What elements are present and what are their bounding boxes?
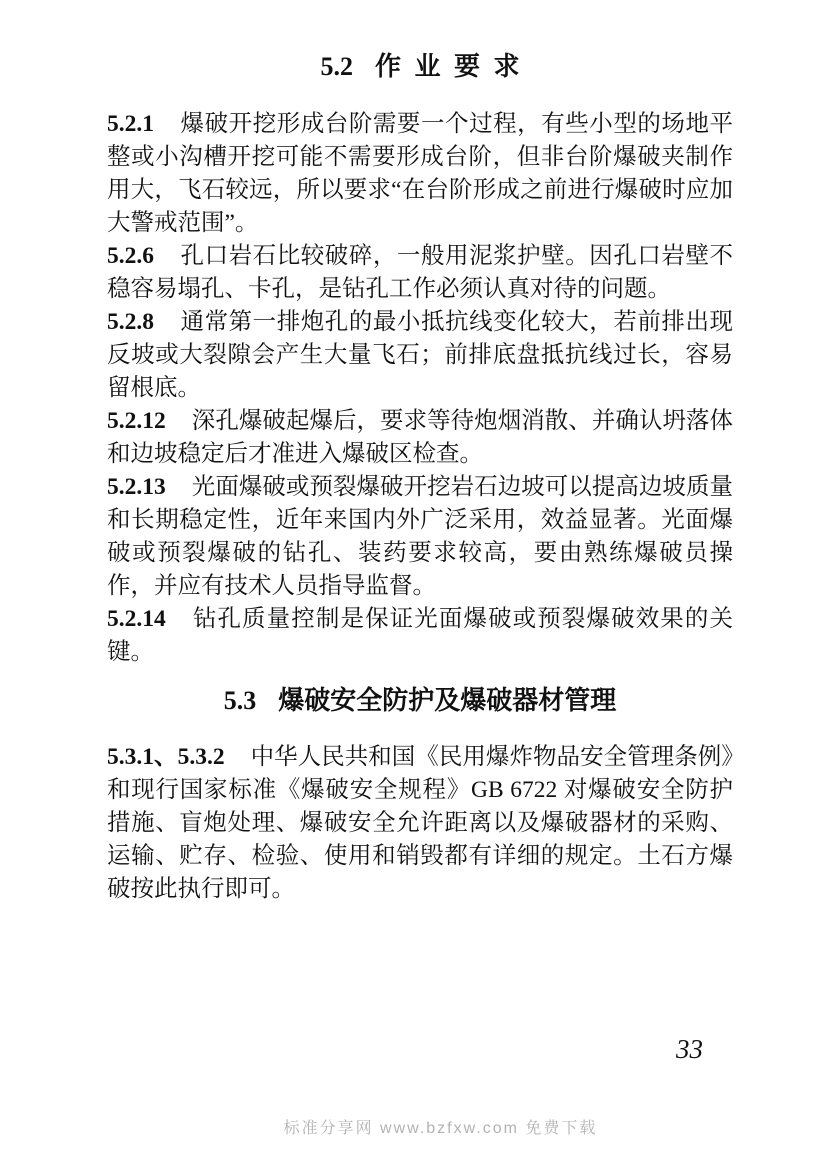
section-number: 5.3 xyxy=(223,686,257,715)
section-heading-5-2 xyxy=(107,50,733,84)
section-heading-5-3 xyxy=(107,684,733,718)
clause-number: 5.2.13 xyxy=(107,474,166,500)
clause-number: 5.2.8 xyxy=(107,309,154,335)
paragraph-5-2-1 xyxy=(107,108,733,240)
section-number: 5.2 xyxy=(320,52,353,81)
paragraph-5-2-14 xyxy=(107,603,733,669)
footer-watermark: 标准分享网 www.bzfxw.com 免费下载 xyxy=(283,1120,598,1137)
paragraph-5-3-1-2 xyxy=(107,741,733,906)
clause-text: 中华人民共和国《民用爆炸物品安全管理条例》和现行国家标准《爆破安全规程》GB 6722 对爆破安全防护措施、盲炮处理、爆破安全允许距离以及爆破器材的采购、运输、贮存、检验、使用和销毁都有详细的规定。土石方爆破按此执行即可。 xyxy=(107,744,734,902)
clause-text: 通常第一排炮孔的最小抵抗线变化较大，若前排出现反坡或大裂隙会产生大量飞石；前排底盘抵抗线过长，容易留根底。 xyxy=(107,309,733,401)
page-content xyxy=(107,50,733,906)
clause-number: 5.2.14 xyxy=(107,606,166,632)
clause-number: 5.3.1、5.3.2 xyxy=(107,744,225,770)
clause-number: 5.2.6 xyxy=(107,243,154,269)
clause-text: 孔口岩石比较破碎，一般用泥浆护壁。因孔口岩壁不稳容易塌孔、卡孔，是钻孔工作必须认真对待的问题。 xyxy=(107,243,733,302)
clause-text: 光面爆破或预裂爆破开挖岩石边坡可以提高边坡质量和长期稳定性，近年来国内外广泛采用，效益显著。光面爆破或预裂爆破的钻孔、装药要求较高，要由熟练爆破员操作，并应有技术人员指导监督。 xyxy=(107,474,733,599)
paragraph-5-2-6 xyxy=(107,240,733,306)
paragraph-5-2-12 xyxy=(107,405,733,471)
section-title: 作业要求 xyxy=(374,52,534,81)
section-title: 爆破安全防护及爆破器材管理 xyxy=(278,686,617,715)
clause-text: 爆破开挖形成台阶需要一个过程，有些小型的场地平整或小沟槽开挖可能不需要形成台阶，但非台阶爆破夹制作用大，飞石较远，所以要求“在台阶形成之前进行爆破时应加大警戒范围”。 xyxy=(107,111,733,236)
page-number: 33 xyxy=(676,1034,703,1064)
clause-text: 深孔爆破起爆后，要求等待炮烟消散、并确认坍落体和边坡稳定后才准进入爆破区检查。 xyxy=(107,408,733,467)
clause-number: 5.2.12 xyxy=(107,408,166,434)
clause-text: 钻孔质量控制是保证光面爆破或预裂爆破效果的关键。 xyxy=(107,606,733,665)
paragraph-5-2-8 xyxy=(107,306,733,405)
paragraph-5-2-13 xyxy=(107,471,733,603)
clause-number: 5.2.1 xyxy=(107,111,154,137)
